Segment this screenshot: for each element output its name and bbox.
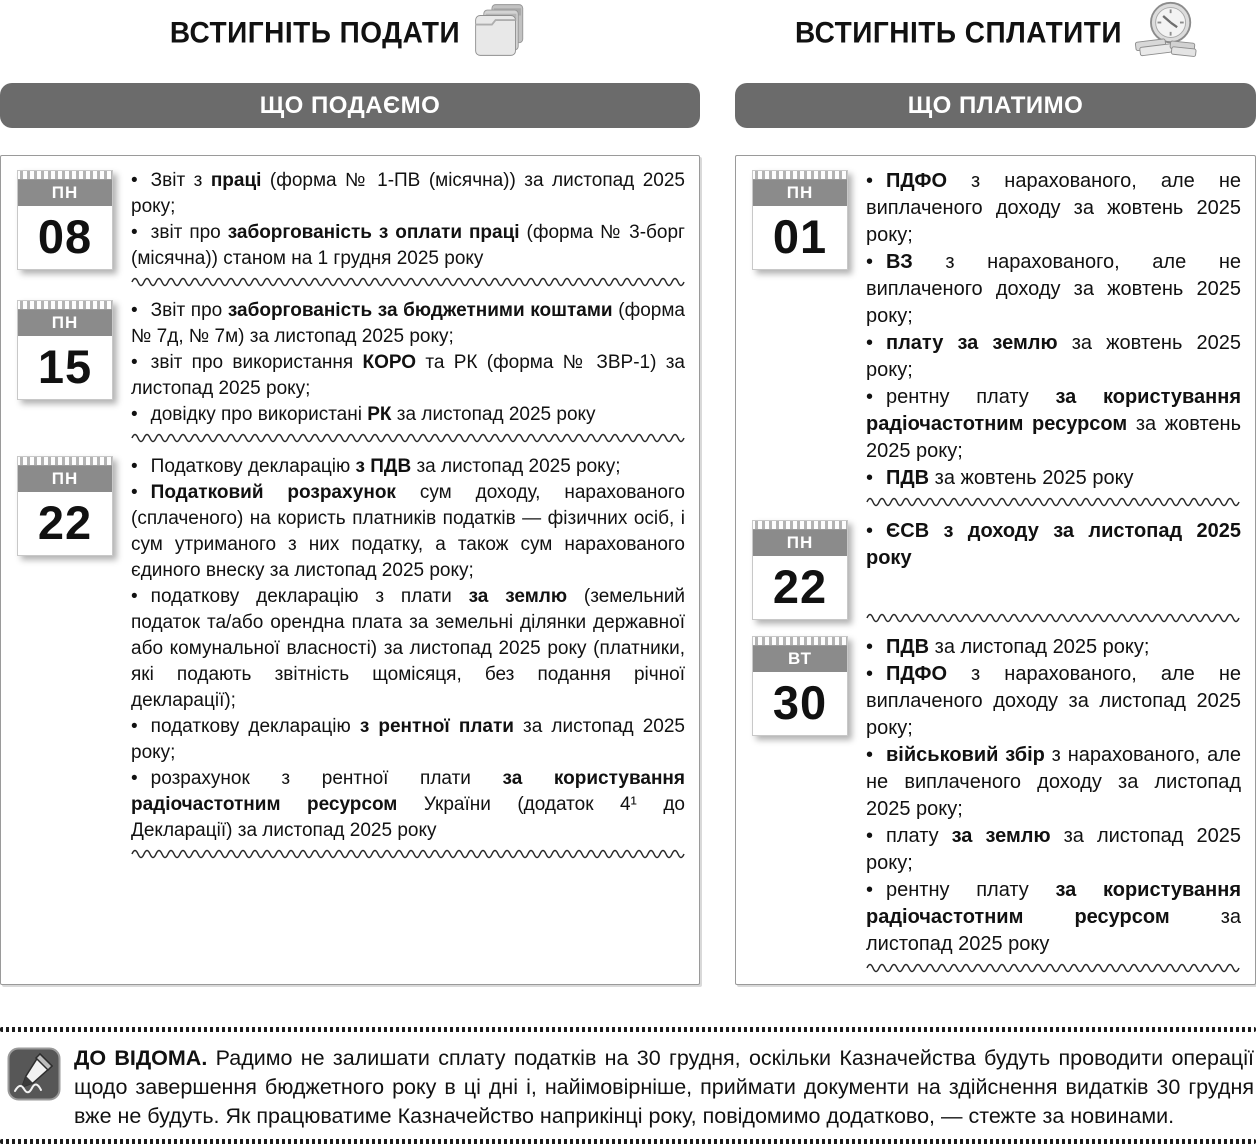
calendar-day-label: ПН	[753, 530, 847, 556]
pay-column-title	[735, 0, 1256, 66]
calendar-day-label: ПН	[18, 466, 112, 492]
deadline-list	[131, 454, 685, 844]
deadline-item: • ПДФО з нарахованого, але не виплаченого доходу за жовтень 2025 року;	[866, 168, 1241, 249]
wavy-separator	[866, 958, 1241, 972]
calendar-teeth-decoration	[18, 171, 112, 180]
calendar-date-08	[17, 170, 113, 270]
dotted-rule-top	[0, 1027, 1256, 1032]
deadline-item: • Податковий розрахунок сум доходу, нарахованого (сплаченого) на користь платників податків — фізичних осіб, і сум утриманого з них податку, а також сум нарахованого єдиного внеску за листопад 2025 року;	[131, 480, 685, 584]
deadline-block-01	[752, 166, 1241, 506]
calendar-date-number: 01	[772, 210, 828, 263]
notice-label: ДО ВІДОМА.	[74, 1046, 208, 1070]
submit-column-title	[0, 0, 700, 66]
deadline-item: • рентну плату за користування радіочастотним ресурсом за жовтень 2025 року;	[866, 384, 1241, 465]
calendar-date-22	[17, 456, 113, 556]
deadline-item: • податкову декларацію з рентної плати за листопад 2025 року;	[131, 714, 685, 766]
calendar-teeth-decoration	[18, 301, 112, 310]
deadline-item: • звіт про використання КОРО та РК (форма № ЗВР-1) за листопад 2025 року;	[131, 350, 685, 402]
calendar-day-label: ПН	[753, 180, 847, 206]
notice-section	[2, 1044, 1254, 1131]
deadline-item: • рентну плату за користування радіочастотним ресурсом за листопад 2025 року	[866, 877, 1241, 958]
wavy-separator	[131, 844, 685, 858]
deadline-item: • ВЗ з нарахованого, але не виплаченого доходу за жовтень 2025 року;	[866, 249, 1241, 330]
calendar-teeth-decoration	[753, 171, 847, 180]
pay-title-text: ВСТИГНІТЬ СПЛАТИТИ	[794, 16, 1123, 49]
deadline-list	[131, 168, 685, 272]
calendar-date-number: 30	[772, 676, 828, 729]
deadline-item: • податкову декларацію з плати за землю (земельний податок та/або орендна плата за земельні ділянки державної або комунальної власності) за листопад 2025 року (платники, які подають звітність щомісяця, без подання річної декларації);	[131, 584, 685, 714]
deadline-block-15	[17, 296, 685, 442]
deadline-text-area	[866, 166, 1241, 506]
calendar-teeth-decoration	[753, 521, 847, 530]
calendar-date-number: 15	[37, 340, 93, 393]
deadline-item: • ПДФО з нарахованого, але не виплаченого доходу за листопад 2025 року;	[866, 661, 1241, 742]
calendar-date-15	[17, 300, 113, 400]
calendar-teeth-decoration	[18, 457, 112, 466]
deadline-block-08	[17, 166, 685, 286]
deadline-item: • Звіт з праці (форма № 1-ПВ (місячна)) за листопад 2025 року;	[131, 168, 685, 220]
wavy-separator	[866, 608, 1241, 622]
wavy-separator	[866, 492, 1241, 506]
deadline-text-area	[866, 632, 1241, 972]
deadline-item: • ПДВ за листопад 2025 року;	[866, 634, 1241, 661]
deadline-text-area	[131, 452, 685, 858]
deadline-list	[866, 634, 1241, 958]
deadline-item: • плату за землю за листопад 2025 року;	[866, 823, 1241, 877]
deadline-text-area	[131, 166, 685, 286]
deadline-list	[131, 298, 685, 428]
notice-text: Радимо не залишати сплату податків на 30 грудня, оскільки Казначейства будуть проводити операції щодо завершення бюджетного року в ці дні і, найімовірніше, приймати документи на здійснення видатків 30 грудня вже не будуть. Як працюватиме Казначейство наприкінці року, повідомимо додатково, — стежте за новинами.	[74, 1046, 1254, 1128]
notice-paragraph	[2, 1044, 1254, 1131]
wavy-separator	[131, 428, 685, 442]
folders-icon	[472, 2, 530, 65]
submit-column	[0, 0, 700, 985]
deadline-list	[866, 518, 1241, 572]
calendar-date-30	[752, 636, 848, 736]
deadline-item: • довідку про використані РК за листопад 2025 року	[131, 402, 685, 428]
calendar-date-01	[752, 170, 848, 270]
submit-deadlines-box	[0, 155, 700, 985]
dotted-rule-bottom	[0, 1139, 1256, 1144]
pay-section-bar: ЩО ПЛАТИМО	[735, 83, 1256, 128]
deadline-item: • Звіт про заборгованість за бюджетними коштами (форма № 7д, № 7м) за листопад 2025 року;	[131, 298, 685, 350]
deadline-item: • звіт про заборгованість з оплати праці (форма № 3-борг (місячна)) станом на 1 грудня 2025 року	[131, 220, 685, 272]
pay-deadlines-box	[735, 155, 1256, 985]
deadline-text-area	[866, 516, 1241, 622]
calendar-date-number: 22	[772, 560, 828, 613]
deadline-block-22-pay	[752, 516, 1241, 622]
calendar-date-number: 08	[37, 210, 93, 263]
wavy-separator	[131, 272, 685, 286]
pen-icon	[7, 1047, 61, 1101]
deadline-item: • Податкову декларацію з ПДВ за листопад 2025 року;	[131, 454, 685, 480]
deadline-block-22	[17, 452, 685, 858]
deadline-item: • військовий збір з нарахованого, але не виплаченого доходу за листопад 2025 року;	[866, 742, 1241, 823]
calendar-date-number: 22	[37, 496, 93, 549]
deadline-item: • ЄСВ з доходу за листопад 2025 року	[866, 518, 1241, 572]
deadline-list	[866, 168, 1241, 492]
deadline-block-30	[752, 632, 1241, 972]
calendar-day-label: ВТ	[753, 646, 847, 672]
deadline-text-area	[131, 296, 685, 442]
submit-section-bar: ЩО ПОДАЄМО	[0, 83, 700, 128]
calendar-date-22	[752, 520, 848, 620]
clock-money-icon	[1134, 1, 1196, 66]
calendar-day-label: ПН	[18, 310, 112, 336]
calendar-day-label: ПН	[18, 180, 112, 206]
calendar-teeth-decoration	[753, 637, 847, 646]
deadline-item: • ПДВ за жовтень 2025 року	[866, 465, 1241, 492]
deadline-item: • розрахунок з рентної плати за користування радіочастотним ресурсом України (додаток 4¹ до Декларації) за листопад 2025 року	[131, 766, 685, 844]
submit-title-text: ВСТИГНІТЬ ПОДАТИ	[169, 16, 461, 49]
pay-column	[735, 0, 1256, 985]
deadline-item: • плату за землю за жовтень 2025 року;	[866, 330, 1241, 384]
